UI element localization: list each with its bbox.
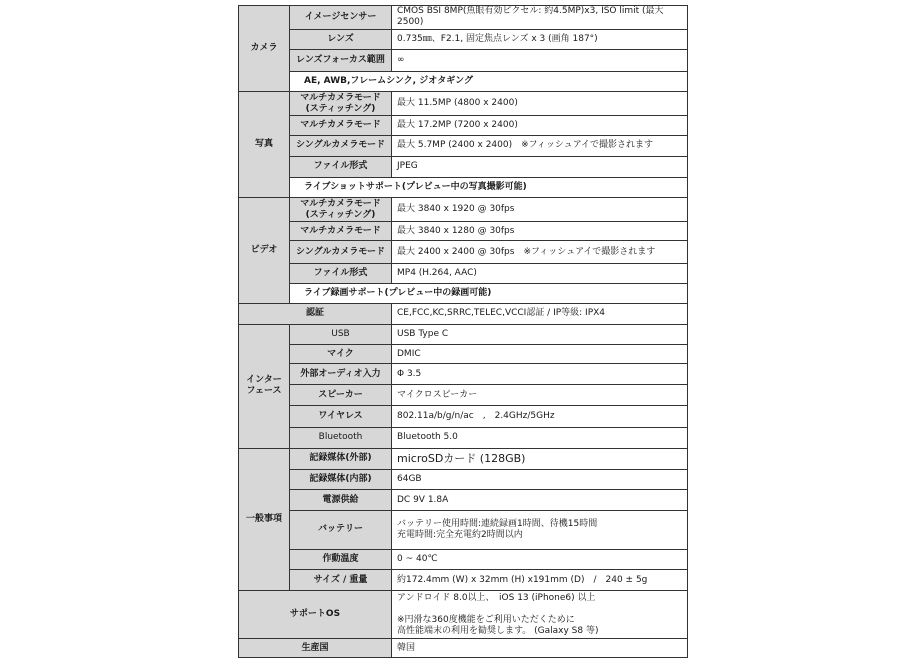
spec-table bbox=[238, 5, 688, 658]
spec-label bbox=[290, 405, 392, 427]
spec-label bbox=[290, 29, 392, 50]
cell-text: Bluetooth bbox=[318, 432, 363, 443]
table-row bbox=[239, 639, 688, 658]
spec-value bbox=[392, 116, 688, 136]
table-row bbox=[239, 469, 688, 490]
cell-text-line: マルチカメラモード bbox=[300, 198, 381, 209]
section-label bbox=[239, 92, 290, 198]
cell-text-line: Bluetooth 5.0 bbox=[397, 432, 458, 443]
spec-label bbox=[290, 345, 392, 364]
spec-value bbox=[392, 324, 688, 345]
table-row bbox=[239, 570, 688, 591]
cell-text-line bbox=[397, 604, 682, 615]
table-row bbox=[239, 116, 688, 136]
table-row bbox=[239, 510, 688, 549]
spec-label bbox=[290, 324, 392, 345]
spec-label bbox=[290, 198, 392, 222]
table-row bbox=[239, 549, 688, 570]
cell-text-line: アンドロイド 8.0以上、 iOS 13 (iPhone6) 以上 bbox=[397, 592, 596, 603]
cell-text: 写真 bbox=[254, 139, 273, 150]
cell-text: スピーカー bbox=[318, 389, 363, 400]
table-row bbox=[239, 405, 688, 427]
spec-label bbox=[290, 510, 392, 549]
spec-label bbox=[290, 221, 392, 241]
cell-text: カメラ bbox=[250, 43, 278, 54]
spec-value bbox=[392, 549, 688, 570]
cell-text: 記録媒体(外部) bbox=[309, 453, 372, 464]
cell-text: USB bbox=[331, 328, 350, 339]
spec-value bbox=[392, 570, 688, 591]
cell-text-line: 最大 3840 x 1280 @ 30fps bbox=[397, 225, 515, 236]
cell-text: ファイル形式 bbox=[313, 267, 368, 278]
spec-value bbox=[392, 304, 688, 325]
spec-value bbox=[392, 363, 688, 385]
cell-text-line: 最大 2400 x 2400 @ 30fps ※フィッシュアイで撮影されます bbox=[397, 246, 656, 257]
cell-text-line: DMIC bbox=[397, 348, 421, 359]
cell-text: AE, AWB,フレームシンク, ジオタギング bbox=[304, 76, 473, 87]
spec-value bbox=[392, 639, 688, 658]
spec-value bbox=[392, 241, 688, 264]
table-row bbox=[239, 304, 688, 325]
table-row bbox=[239, 264, 688, 284]
cell-text: シングルカメラモード bbox=[296, 246, 385, 257]
cell-text: 生産国 bbox=[301, 642, 329, 653]
cell-text-line: Φ 3.5 bbox=[397, 368, 422, 379]
table-row bbox=[239, 385, 688, 406]
cell-text: ワイヤレス bbox=[318, 410, 363, 421]
spec-value bbox=[392, 6, 688, 30]
cell-text-line: ∞ bbox=[397, 55, 405, 65]
cell-text: バッテリー bbox=[317, 524, 363, 535]
cell-text-line: CE,FCC,KC,SRRC,TELEC,VCCI認証 / IP等級: IPX4 bbox=[397, 308, 606, 319]
cell-text: 外部オーディオ入力 bbox=[300, 368, 381, 379]
cell-text: マルチカメラモード bbox=[300, 119, 381, 130]
table-row bbox=[239, 92, 688, 116]
cell-text-line: 802.11a/b/g/n/ac , 2.4GHz/5GHz bbox=[397, 410, 555, 421]
section-label bbox=[239, 324, 290, 448]
cell-text-line: JPEG bbox=[397, 161, 418, 172]
spec-label bbox=[290, 427, 392, 449]
cell-text-line: マルチカメラモード bbox=[300, 92, 381, 103]
cell-text: レンズ bbox=[327, 33, 354, 44]
spec-value bbox=[392, 510, 688, 549]
cell-text-line: インター bbox=[246, 375, 282, 386]
spec-value bbox=[392, 50, 688, 72]
table-row bbox=[239, 241, 688, 264]
table-row bbox=[239, 71, 688, 92]
spec-table-body bbox=[239, 6, 688, 658]
section-label bbox=[239, 639, 392, 658]
spec-label bbox=[290, 449, 392, 470]
cell-text: 電源供給 bbox=[322, 494, 359, 505]
cell-text: 認証 bbox=[305, 308, 324, 319]
feature-note bbox=[290, 71, 688, 92]
table-row bbox=[239, 135, 688, 157]
table-row bbox=[239, 198, 688, 222]
cell-text-line: 0 ~ 40℃ bbox=[397, 554, 438, 565]
section-label bbox=[239, 6, 290, 92]
cell-text: 作動温度 bbox=[322, 554, 359, 565]
table-row bbox=[239, 157, 688, 178]
spec-label bbox=[290, 469, 392, 490]
spec-label bbox=[290, 385, 392, 406]
spec-label bbox=[290, 50, 392, 72]
cell-text: ライブショットサポート(プレビュー中の写真撮影可能) bbox=[304, 181, 527, 192]
spec-value bbox=[392, 405, 688, 427]
cell-text: ライブ録画サポート(プレビュー中の録画可能) bbox=[304, 287, 492, 298]
table-row bbox=[239, 363, 688, 385]
table-row bbox=[239, 324, 688, 345]
section-label bbox=[239, 198, 290, 304]
cell-text-line: 0.735㎜、F2.1, 固定焦点レンズ x 3 (画角 187°) bbox=[397, 33, 598, 44]
table-row bbox=[239, 221, 688, 241]
spec-label bbox=[290, 549, 392, 570]
cell-text-line: 64GB bbox=[397, 473, 422, 484]
cell-text-line: ※円滑な360度機能をご利用いただくために bbox=[397, 614, 575, 625]
spec-value bbox=[392, 157, 688, 178]
spec-value bbox=[392, 490, 688, 511]
cell-text-line: DC 9V 1.8A bbox=[397, 494, 449, 505]
spec-value bbox=[392, 427, 688, 449]
spec-label bbox=[290, 363, 392, 385]
cell-text: マイク bbox=[327, 348, 354, 359]
table-row bbox=[239, 490, 688, 511]
table-row bbox=[239, 449, 688, 470]
spec-label bbox=[290, 264, 392, 284]
cell-text-line: MP4 (H.264, AAC) bbox=[397, 267, 477, 278]
cell-text-line: (スティッチング) bbox=[305, 103, 376, 114]
cell-text: サポートOS bbox=[289, 609, 341, 620]
spec-label bbox=[290, 570, 392, 591]
table-row bbox=[239, 6, 688, 30]
spec-value bbox=[392, 29, 688, 50]
spec-label bbox=[290, 92, 392, 116]
cell-text: シングルカメラモード bbox=[296, 140, 385, 151]
cell-text: レンズフォーカス範囲 bbox=[296, 55, 385, 65]
cell-text-line: (スティッチング) bbox=[305, 209, 376, 220]
section-label bbox=[239, 590, 392, 638]
section-label bbox=[239, 304, 392, 325]
spec-value bbox=[392, 469, 688, 490]
cell-text-line: 最大 5.7MP (2400 x 2400) ※フィッシュアイで撮影されます bbox=[397, 140, 653, 151]
cell-text-line: 約172.4mm (W) x 32mm (H) x191mm (D) / 240 ± 5g bbox=[397, 574, 648, 585]
spec-value bbox=[392, 264, 688, 284]
cell-text-line: フェース bbox=[246, 386, 282, 397]
feature-note bbox=[290, 177, 688, 198]
cell-text: ファイル形式 bbox=[313, 161, 368, 172]
spec-value bbox=[392, 198, 688, 222]
spec-label bbox=[290, 135, 392, 157]
cell-text-line: 最大 3840 x 1920 @ 30fps bbox=[397, 204, 515, 215]
table-row bbox=[239, 283, 688, 304]
section-label bbox=[239, 449, 290, 591]
cell-text-line: microSDカード (128GB) bbox=[397, 452, 526, 466]
cell-text: 一般事項 bbox=[245, 514, 282, 525]
spec-label bbox=[290, 157, 392, 178]
cell-text-line: 高性能端末の利用を勧奨します。 (Galaxy S8 等) bbox=[397, 625, 599, 636]
cell-text: マルチカメラモード bbox=[300, 225, 381, 236]
cell-text: イメージセンサー bbox=[304, 11, 377, 22]
cell-text-line: CMOS BSI 8MP(魚眼有効ピクセル: 約4.5MP)x3, ISO limit (最大2500) bbox=[397, 6, 664, 28]
table-row bbox=[239, 427, 688, 449]
cell-text: 記録媒体(内部) bbox=[309, 473, 372, 484]
table-row bbox=[239, 177, 688, 198]
spec-label bbox=[290, 6, 392, 30]
table-row bbox=[239, 29, 688, 50]
cell-text: サイズ / 重量 bbox=[313, 574, 368, 585]
cell-text-line: 充電時間:完全充電約2時間以内 bbox=[397, 529, 523, 540]
cell-text-line: 最大 11.5MP (4800 x 2400) bbox=[397, 98, 518, 109]
spec-value bbox=[392, 135, 688, 157]
spec-value bbox=[392, 345, 688, 364]
spec-value bbox=[392, 385, 688, 406]
spec-value bbox=[392, 590, 688, 638]
spec-value bbox=[392, 449, 688, 470]
spec-label bbox=[290, 490, 392, 511]
table-row bbox=[239, 345, 688, 364]
cell-text-line: 最大 17.2MP (7200 x 2400) bbox=[397, 119, 518, 130]
cell-text-line: 韓国 bbox=[397, 642, 416, 653]
cell-text-line: バッテリー使用時間:連続録画1時間、待機15時間 bbox=[397, 518, 598, 529]
cell-text-line: USB Type C bbox=[397, 328, 449, 339]
spec-value bbox=[392, 221, 688, 241]
feature-note bbox=[290, 283, 688, 304]
table-row bbox=[239, 590, 688, 638]
spec-label bbox=[290, 241, 392, 264]
table-row bbox=[239, 50, 688, 72]
cell-text-line: マイクロスピーカー bbox=[397, 389, 478, 400]
spec-value bbox=[392, 92, 688, 116]
spec-label bbox=[290, 116, 392, 136]
cell-text: ビデオ bbox=[250, 245, 278, 256]
